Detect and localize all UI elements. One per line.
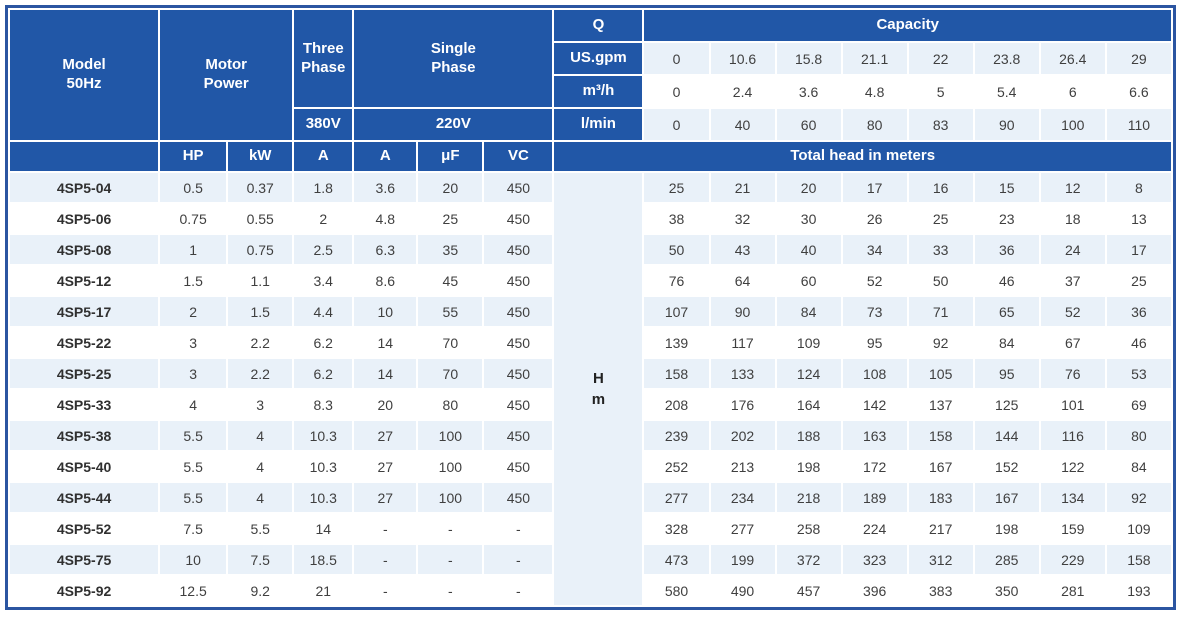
kw-cell: 5.5 — [228, 514, 292, 543]
kw-cell: 0.37 — [228, 173, 292, 202]
head-value-cell: 36 — [1107, 297, 1171, 326]
kw-cell: 2.2 — [228, 359, 292, 388]
capacity-value-cell: 6 — [1041, 76, 1105, 107]
uf-cell: - — [418, 545, 482, 574]
kw-cell: 4 — [228, 452, 292, 481]
head-unit-line1: H — [593, 370, 604, 387]
head-value-cell: 25 — [1107, 266, 1171, 295]
head-value-cell: 60 — [777, 266, 841, 295]
head-value-cell: 90 — [711, 297, 775, 326]
lmin-label: l/min — [554, 109, 642, 140]
amp-380-cell: 1.8 — [294, 173, 352, 202]
amp-220-cell: 3.6 — [354, 173, 416, 202]
head-value-cell: 193 — [1107, 576, 1171, 605]
head-value-cell: 158 — [644, 359, 708, 388]
vc-cell: 450 — [484, 328, 552, 357]
amp-220-cell: 6.3 — [354, 235, 416, 264]
capacity-value-cell: 15.8 — [777, 43, 841, 74]
head-value-cell: 281 — [1041, 576, 1105, 605]
head-value-cell: 144 — [975, 421, 1039, 450]
head-value-cell: 580 — [644, 576, 708, 605]
hp-cell: 1.5 — [160, 266, 226, 295]
capacity-value-cell: 0 — [644, 109, 708, 140]
uf-cell: 100 — [418, 421, 482, 450]
head-value-cell: 159 — [1041, 514, 1105, 543]
hp-cell: 5.5 — [160, 452, 226, 481]
head-value-cell: 372 — [777, 545, 841, 574]
vc-cell: - — [484, 545, 552, 574]
head-value-cell: 25 — [644, 173, 708, 202]
head-value-cell: 18 — [1041, 204, 1105, 233]
head-value-cell: 8 — [1107, 173, 1171, 202]
head-value-cell: 217 — [909, 514, 973, 543]
model-cell: 4SP5-75 — [10, 545, 158, 574]
table-data-rows — [10, 173, 1171, 605]
uf-column-header: μF — [418, 142, 482, 171]
head-value-cell: 12 — [1041, 173, 1105, 202]
head-value-cell: 202 — [711, 421, 775, 450]
head-value-cell: 167 — [975, 483, 1039, 512]
head-value-cell: 323 — [843, 545, 907, 574]
head-value-cell: 21 — [711, 173, 775, 202]
capacity-value-cell: 4.8 — [843, 76, 907, 107]
model-header — [10, 10, 158, 140]
head-value-cell: 50 — [644, 235, 708, 264]
head-value-cell: 92 — [1107, 483, 1171, 512]
model-cell: 4SP5-04 — [10, 173, 158, 202]
amp-380-column-header: A — [294, 142, 352, 171]
vc-cell: 450 — [484, 483, 552, 512]
model-cell: 4SP5-12 — [10, 266, 158, 295]
amp-380-cell: 8.3 — [294, 390, 352, 419]
motor-power-line1: Motor — [205, 56, 247, 74]
amp-220-cell: 14 — [354, 359, 416, 388]
vc-cell: 450 — [484, 297, 552, 326]
head-value-cell: 258 — [777, 514, 841, 543]
model-cell: 4SP5-08 — [10, 235, 158, 264]
vc-cell: 450 — [484, 359, 552, 388]
head-value-cell: 95 — [843, 328, 907, 357]
head-value-cell: 183 — [909, 483, 973, 512]
kw-cell: 3 — [228, 390, 292, 419]
three-phase-header — [294, 10, 352, 107]
capacity-value-cell: 0 — [644, 43, 708, 74]
motor-power-header — [160, 10, 292, 140]
head-value-cell: 208 — [644, 390, 708, 419]
amp-220-cell: 8.6 — [354, 266, 416, 295]
head-value-cell: 105 — [909, 359, 973, 388]
model-cell: 4SP5-40 — [10, 452, 158, 481]
head-value-cell: 25 — [909, 204, 973, 233]
amp-380-cell: 6.2 — [294, 328, 352, 357]
capacity-value-cell: 110 — [1107, 109, 1171, 140]
head-value-cell: 50 — [909, 266, 973, 295]
head-value-cell: 73 — [843, 297, 907, 326]
uf-cell: - — [418, 514, 482, 543]
column-header-row — [10, 142, 1171, 171]
head-value-cell: 23 — [975, 204, 1039, 233]
head-value-cell: 163 — [843, 421, 907, 450]
head-value-cell: 142 — [843, 390, 907, 419]
head-value-cell: 122 — [1041, 452, 1105, 481]
capacity-value-cell: 40 — [711, 109, 775, 140]
head-value-cell: 46 — [1107, 328, 1171, 357]
head-value-cell: 26 — [843, 204, 907, 233]
hp-cell: 12.5 — [160, 576, 226, 605]
head-value-cell: 32 — [711, 204, 775, 233]
head-value-cell: 33 — [909, 235, 973, 264]
capacity-value-cell: 29 — [1107, 43, 1171, 74]
model-cell: 4SP5-17 — [10, 297, 158, 326]
head-value-cell: 107 — [644, 297, 708, 326]
head-value-cell: 134 — [1041, 483, 1105, 512]
vc-cell: 450 — [484, 204, 552, 233]
kw-cell: 7.5 — [228, 545, 292, 574]
capacity-value-cell: 0 — [644, 76, 708, 107]
head-value-cell: 124 — [777, 359, 841, 388]
kw-cell: 4 — [228, 483, 292, 512]
capacity-value-cell: 6.6 — [1107, 76, 1171, 107]
head-value-cell: 125 — [975, 390, 1039, 419]
head-value-cell: 34 — [843, 235, 907, 264]
uf-cell: 70 — [418, 359, 482, 388]
kw-cell: 1.1 — [228, 266, 292, 295]
head-value-cell: 473 — [644, 545, 708, 574]
head-value-cell: 108 — [843, 359, 907, 388]
head-value-cell: 24 — [1041, 235, 1105, 264]
amp-220-cell: 20 — [354, 390, 416, 419]
capacity-value-cell: 3.6 — [777, 76, 841, 107]
amp-380-cell: 10.3 — [294, 421, 352, 450]
head-value-cell: 52 — [843, 266, 907, 295]
single-phase-line2: Phase — [431, 58, 476, 76]
hp-cell: 10 — [160, 545, 226, 574]
head-value-cell: 350 — [975, 576, 1039, 605]
head-value-cell: 109 — [777, 328, 841, 357]
vc-cell: - — [484, 514, 552, 543]
head-value-cell: 234 — [711, 483, 775, 512]
capacity-value-cell: 60 — [777, 109, 841, 140]
capacity-value-cell: 22 — [909, 43, 973, 74]
head-value-cell: 277 — [711, 514, 775, 543]
amp-380-cell: 10.3 — [294, 483, 352, 512]
amp-380-cell: 2 — [294, 204, 352, 233]
vc-cell: - — [484, 576, 552, 605]
head-value-cell: 64 — [711, 266, 775, 295]
hp-cell: 0.5 — [160, 173, 226, 202]
kw-cell: 9.2 — [228, 576, 292, 605]
head-value-cell: 176 — [711, 390, 775, 419]
uf-cell: 100 — [418, 483, 482, 512]
head-value-cell: 109 — [1107, 514, 1171, 543]
hp-cell: 7.5 — [160, 514, 226, 543]
head-value-cell: 285 — [975, 545, 1039, 574]
head-value-cell: 46 — [975, 266, 1039, 295]
head-value-cell: 189 — [843, 483, 907, 512]
head-value-cell: 76 — [1041, 359, 1105, 388]
capacity-value-cell: 90 — [975, 109, 1039, 140]
head-value-cell: 167 — [909, 452, 973, 481]
head-value-cell: 224 — [843, 514, 907, 543]
vc-cell: 450 — [484, 452, 552, 481]
head-value-cell: 84 — [777, 297, 841, 326]
head-value-cell: 92 — [909, 328, 973, 357]
head-value-cell: 40 — [777, 235, 841, 264]
hp-cell: 5.5 — [160, 483, 226, 512]
spec-table-frame — [5, 5, 1176, 610]
head-value-cell: 15 — [975, 173, 1039, 202]
head-value-cell: 198 — [777, 452, 841, 481]
head-value-cell: 328 — [644, 514, 708, 543]
head-value-cell: 20 — [777, 173, 841, 202]
head-value-cell: 53 — [1107, 359, 1171, 388]
head-value-cell: 117 — [711, 328, 775, 357]
uf-cell: 45 — [418, 266, 482, 295]
head-value-cell: 76 — [644, 266, 708, 295]
vc-column-header: VC — [484, 142, 552, 171]
head-value-cell: 158 — [909, 421, 973, 450]
hp-cell: 5.5 — [160, 421, 226, 450]
head-value-cell: 43 — [711, 235, 775, 264]
kw-cell: 0.55 — [228, 204, 292, 233]
single-phase-line1: Single — [430, 39, 476, 57]
capacity-value-cell: 10.6 — [711, 43, 775, 74]
kw-column-header: kW — [228, 142, 292, 171]
head-value-cell: 38 — [644, 204, 708, 233]
capacity-value-cell: 80 — [843, 109, 907, 140]
amp-380-cell: 4.4 — [294, 297, 352, 326]
uf-cell: 55 — [418, 297, 482, 326]
uf-cell: 35 — [418, 235, 482, 264]
uf-cell: 70 — [418, 328, 482, 357]
capacity-value-cell: 26.4 — [1041, 43, 1105, 74]
model-cell: 4SP5-38 — [10, 421, 158, 450]
head-value-cell: 213 — [711, 452, 775, 481]
hp-cell: 0.75 — [160, 204, 226, 233]
head-value-cell: 13 — [1107, 204, 1171, 233]
amp-380-cell: 6.2 — [294, 359, 352, 388]
capacity-value-cell: 100 — [1041, 109, 1105, 140]
voltage-220-header: 220V — [354, 109, 552, 140]
head-value-cell: 17 — [843, 173, 907, 202]
three-phase-line2: Phase — [301, 58, 346, 76]
head-value-cell: 137 — [909, 390, 973, 419]
kw-cell: 1.5 — [228, 297, 292, 326]
vc-cell: 450 — [484, 173, 552, 202]
capacity-value-cell: 21.1 — [843, 43, 907, 74]
vc-cell: 450 — [484, 266, 552, 295]
uf-cell: 25 — [418, 204, 482, 233]
amp-220-cell: - — [354, 514, 416, 543]
head-value-cell: 133 — [711, 359, 775, 388]
amp-220-cell: 14 — [354, 328, 416, 357]
head-value-cell: 116 — [1041, 421, 1105, 450]
amp-220-column-header: A — [354, 142, 416, 171]
pump-spec-table — [8, 8, 1173, 607]
head-value-cell: 277 — [644, 483, 708, 512]
kw-cell: 2.2 — [228, 328, 292, 357]
vc-cell: 450 — [484, 390, 552, 419]
head-value-cell: 172 — [843, 452, 907, 481]
head-value-cell: 71 — [909, 297, 973, 326]
model-cell: 4SP5-44 — [10, 483, 158, 512]
head-value-cell: 65 — [975, 297, 1039, 326]
hp-column-header: HP — [160, 142, 226, 171]
q-header: Q — [554, 10, 642, 41]
vc-cell: 450 — [484, 421, 552, 450]
model-cell: 4SP5-22 — [10, 328, 158, 357]
head-value-cell: 84 — [1107, 452, 1171, 481]
capacity-value-cell: 83 — [909, 109, 973, 140]
capacity-value-cell: 5.4 — [975, 76, 1039, 107]
model-cell: 4SP5-06 — [10, 204, 158, 233]
uf-cell: - — [418, 576, 482, 605]
uf-cell: 20 — [418, 173, 482, 202]
table-header-block — [10, 10, 1171, 171]
amp-220-cell: 27 — [354, 452, 416, 481]
blank-header-cell — [10, 142, 158, 171]
head-value-cell: 218 — [777, 483, 841, 512]
head-value-cell: 69 — [1107, 390, 1171, 419]
hp-cell: 3 — [160, 328, 226, 357]
head-value-cell: 30 — [777, 204, 841, 233]
capacity-value-cell: 2.4 — [711, 76, 775, 107]
head-value-cell: 229 — [1041, 545, 1105, 574]
amp-220-cell: 10 — [354, 297, 416, 326]
total-head-header: Total head in meters — [554, 142, 1171, 171]
head-value-cell: 396 — [843, 576, 907, 605]
head-value-cell: 198 — [975, 514, 1039, 543]
head-value-cell: 252 — [644, 452, 708, 481]
amp-380-cell: 14 — [294, 514, 352, 543]
head-value-cell: 158 — [1107, 545, 1171, 574]
model-header-line1: Model — [62, 56, 106, 74]
uf-cell: 100 — [418, 452, 482, 481]
header-row-1 — [10, 10, 1171, 41]
head-value-cell: 239 — [644, 421, 708, 450]
model-cell: 4SP5-52 — [10, 514, 158, 543]
head-value-cell: 188 — [777, 421, 841, 450]
head-value-cell: 17 — [1107, 235, 1171, 264]
amp-220-cell: 27 — [354, 483, 416, 512]
head-value-cell: 457 — [777, 576, 841, 605]
head-value-cell: 37 — [1041, 266, 1105, 295]
motor-power-line2: Power — [203, 75, 249, 92]
kw-cell: 4 — [228, 421, 292, 450]
head-value-cell: 164 — [777, 390, 841, 419]
head-value-cell: 84 — [975, 328, 1039, 357]
head-value-cell: 16 — [909, 173, 973, 202]
amp-220-cell: 4.8 — [354, 204, 416, 233]
amp-380-cell: 21 — [294, 576, 352, 605]
head-value-cell: 95 — [975, 359, 1039, 388]
head-value-cell: 52 — [1041, 297, 1105, 326]
m3h-label: m³/h — [554, 76, 642, 107]
table-row — [10, 173, 1171, 202]
head-value-cell: 152 — [975, 452, 1039, 481]
three-phase-line1: Three — [302, 39, 344, 57]
amp-380-cell: 18.5 — [294, 545, 352, 574]
voltage-380-header: 380V — [294, 109, 352, 140]
capacity-value-cell: 5 — [909, 76, 973, 107]
head-unit-cell — [554, 173, 642, 605]
hp-cell: 3 — [160, 359, 226, 388]
amp-220-cell: - — [354, 545, 416, 574]
amp-220-cell: 27 — [354, 421, 416, 450]
head-value-cell: 312 — [909, 545, 973, 574]
usgpm-label: US.gpm — [554, 43, 642, 74]
capacity-value-cell: 23.8 — [975, 43, 1039, 74]
hp-cell: 2 — [160, 297, 226, 326]
capacity-header: Capacity — [644, 10, 1171, 41]
head-value-cell: 36 — [975, 235, 1039, 264]
hp-cell: 1 — [160, 235, 226, 264]
head-unit-line2: m — [591, 391, 606, 408]
head-value-cell: 139 — [644, 328, 708, 357]
head-value-cell: 67 — [1041, 328, 1105, 357]
vc-cell: 450 — [484, 235, 552, 264]
head-value-cell: 101 — [1041, 390, 1105, 419]
amp-220-cell: - — [354, 576, 416, 605]
amp-380-cell: 10.3 — [294, 452, 352, 481]
hp-cell: 4 — [160, 390, 226, 419]
head-value-cell: 80 — [1107, 421, 1171, 450]
head-value-cell: 383 — [909, 576, 973, 605]
amp-380-cell: 3.4 — [294, 266, 352, 295]
model-header-line2: 50Hz — [66, 75, 102, 92]
head-value-cell: 490 — [711, 576, 775, 605]
kw-cell: 0.75 — [228, 235, 292, 264]
uf-cell: 80 — [418, 390, 482, 419]
amp-380-cell: 2.5 — [294, 235, 352, 264]
single-phase-header — [354, 10, 552, 107]
model-cell: 4SP5-25 — [10, 359, 158, 388]
head-value-cell: 199 — [711, 545, 775, 574]
model-cell: 4SP5-92 — [10, 576, 158, 605]
model-cell: 4SP5-33 — [10, 390, 158, 419]
